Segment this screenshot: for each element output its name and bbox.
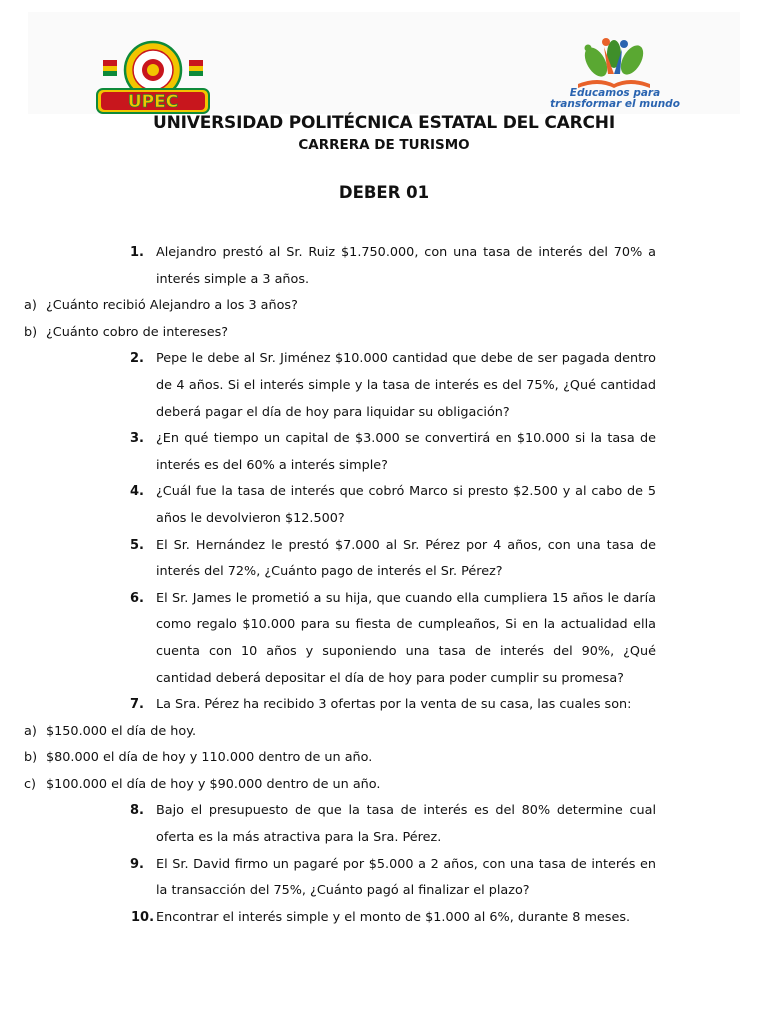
question-item (130, 586, 656, 692)
question-item (130, 240, 656, 293)
question-number: 1. (130, 245, 144, 260)
sub-question-letter: a) (24, 298, 37, 314)
educamos-logo (548, 34, 682, 114)
question-text: El Sr. David firmo un pagaré por $5.000 a 2 años, con una tasa de interés en la transacción del 75%, ¿Cuánto pagó al finalizar el plazo? (156, 856, 656, 899)
sub-question (24, 772, 768, 799)
sub-question-letter: b) (24, 750, 38, 766)
question-item (130, 479, 656, 532)
sub-question (24, 719, 768, 746)
question-number: 10. (131, 909, 155, 925)
question-text: La Sra. Pérez ha recibido 3 ofertas por la venta de su casa, las cuales son: (156, 697, 632, 713)
question-number: 6. (130, 590, 144, 606)
question-number: 2. (130, 351, 144, 367)
sub-question-letter: b) (24, 324, 38, 340)
question-text: ¿Cuál fue la tasa de interés que cobró Marco si presto $2.500 y al cabo de 5 años le devolvieron $12.500? (156, 484, 656, 526)
question-text: El Sr. James le prometió a su hija, que cuando ella cumpliera 15 años le daría como regalo $10.000 para su fiesta de cumpleaños, Si en la actualidad ella cuenta con 10 años y suponiendo una tasa de interés del 90%, ¿Qué cantidad deberá depositar el día de hoy para poder cumplir su promesa? (156, 590, 656, 686)
question-number: 7. (130, 697, 144, 713)
question-text: Bajo el presupuesto de que la tasa de interés es del 80% determine cual oferta es la más atractiva para la Sra. Pérez. (156, 803, 656, 846)
sub-question (24, 293, 768, 320)
sub-question (24, 320, 768, 347)
sub-question-letter: c) (24, 776, 37, 792)
university-title: UNIVERSIDAD POLITÉCNICA ESTATAL DEL CARCHI (153, 113, 615, 133)
question-number: 5. (130, 537, 144, 553)
question-text: El Sr. Hernández le prestó $7.000 al Sr. Pérez por 4 años, con una tasa de interés del 72%, ¿Cuánto pago de interés el Sr. Pérez? (156, 537, 656, 580)
question-text: Alejandro prestó al Sr. Ruiz $1.750.000, con una tasa de interés del 70% a interés simple a 3 años. (156, 245, 656, 287)
question-item (130, 346, 656, 426)
question-item (130, 692, 656, 719)
question-number: 4. (130, 484, 144, 500)
educamos-figure-icon (548, 34, 682, 90)
question-list (0, 240, 768, 931)
question-item (130, 426, 656, 479)
logo-slogan: Educamos para transformar el mundo (550, 87, 680, 110)
question-item (130, 798, 656, 851)
sub-question-text: ¿Cuánto cobro de intereses? (46, 324, 229, 340)
sub-question-text: $80.000 el día de hoy y 110.000 dentro de un año. (46, 750, 373, 766)
question-number: 3. (130, 431, 144, 447)
sub-question-text: ¿Cuánto recibió Alejandro a los 3 años? (46, 298, 298, 314)
question-text: Encontrar el interés simple y el monto de $1.000 al 6%, durante 8 meses. (156, 909, 631, 925)
question-item (130, 852, 656, 905)
question-number: 8. (130, 803, 144, 819)
sub-question-text: $100.000 el día de hoy y $90.000 dentro de un año. (46, 776, 381, 792)
sub-question-text: $150.000 el día de hoy. (46, 723, 197, 739)
question-item (131, 905, 656, 932)
sub-question (24, 745, 768, 772)
assignment-title: DEBER 01 (338, 183, 430, 202)
question-text: ¿En qué tiempo un capital de $3.000 se convertirá en $10.000 si la tasa de interés es del 60% a interés simple? (156, 431, 656, 473)
question-text: Pepe le debe al Sr. Jiménez $10.000 cantidad que debe de ser pagada dentro de 4 años. Si el interés simple y la tasa de interés es del 75%, ¿Qué cantidad deberá pagar el día de hoy para liquidar su obligación? (156, 351, 656, 420)
question-number: 9. (130, 856, 144, 872)
career-subtitle: CARRERA DE TURISMO (298, 137, 470, 153)
sub-question-letter: a) (24, 723, 37, 739)
upec-logo (95, 40, 211, 116)
question-item (130, 533, 656, 586)
svg-text:UPEC: UPEC (127, 92, 179, 112)
